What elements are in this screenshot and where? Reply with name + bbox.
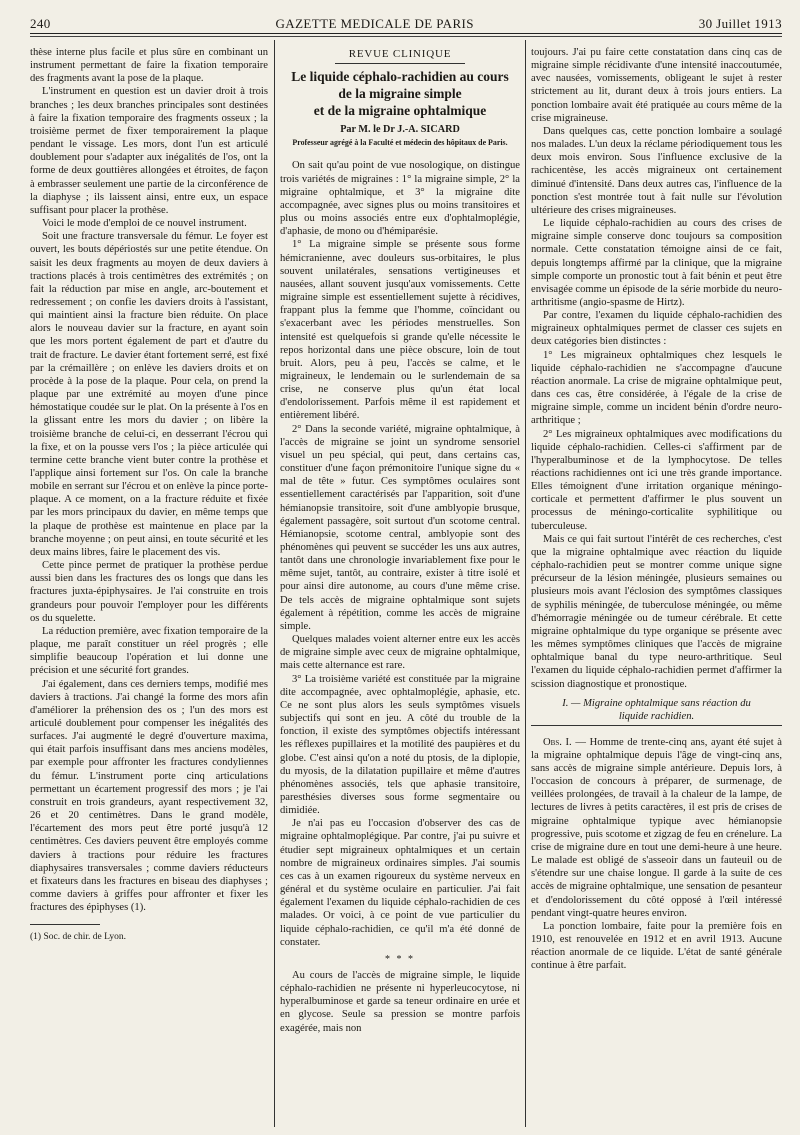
- observation-text: — Homme de trente-cinq ans, ayant été sujet à la migraine ophtalmique depuis l'âge de vingt-cinq ans, sans accès de migraine simple antérieure. Depuis lors, à l'occasion de concours à préparer, de surmenage, de veillées prolongées, de travail à la chaleur de la lampe, de lectures de livres à petits caractères, il est pris de crises de migraine ophtalmique typique avec hémianopsie progressive, puis scotome et zigzag de feu en crénelure. La crise de migraine dure en tout une demi-heure à une heure. Le malade est obligé de s'asseoir dans un fauteuil ou de s'étendre sur une chaise longue. Il garde à la suite de ces accès de migraine ophtalmique, une sensation de pesanteur et d'endolorissement du côté opposé à l'œil intéressé pendant vingt-quatre heures environ.: [531, 736, 782, 919]
- section-break-stars: * * *: [385, 953, 415, 965]
- header-rule: [30, 33, 782, 34]
- paragraph: 2° Dans la seconde variété, migraine ophtalmique, à l'accès de migraine se joint un syndrome sensoriel visuel un peu spécial, qui peut, dans certains cas, constituer d'une façon prémonitoire l'unique signe du « mal de tête » futur. Ces symptômes oculaires sont essentiellement caractérisés par l'apparition, soit d'une hémianopsie transitoire, soit d'une amblyopie brusque, également passagère, soit surtout d'un scotome central. Hémianopsie, scotome central, amblyopie sont des phénomènes qui peuvent se succéder les uns aux autres, tantôt dans une chronologie invariablement fixe pour le même sujet, tantôt, au contraire, exister à titre isolé et pour ainsi dire autonome, au cours d'une même crise. De tels accès de migraine ophtalmique sont sujets également à répétition, comme les accès de migraine simple.: [280, 423, 520, 632]
- author-affiliation: Professeur agrégé à la Faculté et médecin des hôpitaux de Paris.: [292, 138, 508, 148]
- paragraph: Le liquide céphalo-rachidien au cours des crises de migraine simple conserve donc toujours sa composition normale. Cette constatation témoigne ainsi de ce fait, depuis longtemps affirmé par la clinique, que la migraine simple comporte un pronostic tout à fait bénin et peut être envisagée comme un épisode de la série morbide du neuro-arthritisme (angio-spasme de Hirtz).: [531, 218, 782, 308]
- column-divider-2: [525, 40, 526, 1127]
- paragraph: 1° La migraine simple se présente sous forme hémicranienne, avec douleurs sus-orbitaires, le plus souvent unilatérales, sensations vertigineuses et nausées, allant souvent jusqu'aux vomissements. Cette migraine simple est essentiellement sujette à récidives, frappant plus la femme que l'homme, coïncidant ou s'exacerbant avec les périodes menstruelles. Son intensité est quelquefois si grande qu'elle nécessite le repos horizontal dans une pièce obscure, loin de tout bruit. Alors, peu à peu, l'accès se calme, et le migraineux, le lendemain ou le surlendemain de sa crise, ne conserve plus qu'un état local d'endolorissement. Parfois même il est rapidement et entièrement libéré.: [280, 239, 520, 422]
- paragraph: On sait qu'au point de vue nosologique, on distingue trois variétés de migraines : 1° la migraine simple, 2° la migraine ophtalmique, et 3° la migraine dite accompagnée, avec signes plus ou moins transitoires et plus ou moins associés entre eux d'ophtalmoplégie, d'aphasie, de mono ou d'hémiparésie.: [280, 160, 520, 238]
- paragraph: J'ai également, dans ces derniers temps, modifié mes daviers à tractions. J'ai changé la forme des mors afin d'améliorer la préhension des os ; l'un des mors est articulé doublement pour compenser les inégalités des surfaces. J'ai augmenté le degré d'ouverture maxima, qui était parfois insuffisant dans mes anciens modèles, par exemple pour affronter les fractures condyliennes du fémur. L'instrument porte cinq articulations permettant un écartement progressif des mors ; je l'ai construit en trois grandeurs, ayant respectivement 32, 26 et 20 centimètres. Dans le grand modèle, l'écartement des mors peut être porté jusqu'à 12 centimètres. Ces daviers peuvent être employés comme daviers à tractions pour réduire les fractures diaphysaires transversales ; comme daviers réducteurs et fixateurs dans les fractures en biseau des diaphyses ; comme daviers à griffes pour affronter et fixer les fractures des épiphyses (1).: [30, 678, 268, 914]
- paragraph: L'instrument en question est un davier droit à trois branches ; les deux branches principales sont destinées à faire la fixation temporaire des fragments osseux ; la troisième permet de fixer temporairement la plaque pendant le vissage. Les mors, dont l'un est articulé doublement pour s'adapter aux inégalités de l'os, ont la forme de deux gouttières allongées et étroites, de façon à embrasser seulement une partie de la circonférence de la diaphyse ; ils laissent ainsi, entre eux, un espace suffisant pour placer la prothèse.: [30, 86, 268, 216]
- paragraph: Cette pince permet de pratiquer la prothèse perdue aussi bien dans les fractures des os longs que dans les fractures juxta-épiphysaires. Je l'ai construite en trois grandeurs pour pouvoir l'employer pour les différents os du squelette.: [30, 560, 268, 624]
- journal-title: GAZETTE MEDICALE DE PARIS: [275, 16, 474, 31]
- paragraph: Mais ce qui fait surtout l'intérêt de ces recherches, c'est que la migraine ophtalmique avec réaction du liquide céphalo-rachidien peut se montrer comme unique signe précurseur de la lésion méningée, plusieurs semaines ou plusieurs mois avant l'éclosion des symptômes classiques de syphilis méningée, de tuberculose méningée, ou même d'hémorragie méningée ou de tumeur cérébrale. Et cette migraine ophtalmique du type organique se présente avec les mêmes symptômes cliniques que l'accès de migraine ophtalmique banal du type neuro-arthritique. Seul l'examen du liquide céphalo-rachidien permet d'affirmer la scission diagnostique et pronostique.: [531, 533, 782, 690]
- paragraph: Par contre, l'examen du liquide céphalo-rachidien des migraineux ophtalmiques permet de classer ces sujets en deux catégories bien distinctes :: [531, 310, 782, 348]
- page-number: 240: [30, 16, 51, 31]
- column-2: [280, 46, 520, 1127]
- section-label: REVUE CLINIQUE: [280, 48, 520, 64]
- paragraph: thèse interne plus facile et plus sûre en combinant un instrument permettant de faire la fixation temporaire des fragments avant la pose de la plaque.: [30, 47, 268, 85]
- paragraph: Voici le mode d'emploi de ce nouvel instrument.: [42, 218, 247, 230]
- issue-date: 30 Juillet 1913: [698, 16, 782, 31]
- paragraph: Soit une fracture transversale du fémur. Le foyer est ouvert, les bouts dépériostés sur une petite étendue. On saisit les deux fragments au moyen de deux daviers à tractions placés à trois centimètres des extrémités ; on fait la réduction par mise en angle, arc-boutement et redressement ; on confie les daviers droits à l'assistant, qui maintient ainsi la fracture bien réduite. On place alors le nouveau davier sur la fracture, en ayant soin que les mors portent également de part et d'autre du trait de fracture. Le davier étant fortement serré, est fixé par la crémaillère ; on enlève les daviers droits et on procède à la pose de la plaque. Pour cela, on prend la plaque par une extrémité au moyen d'une pince hémostatique coudée sur le plat. On la présente à l'os en la glissant entre les mors du davier ; on libère la troisième branche de celui-ci, en desserrant l'écrou qui la fixe, et on la pousse vers l'os ; la pièce articulée qui termine cette branche vient buter contre la prothèse et l'applique ainsi fortement sur l'os. On cale la branche mobile en serrant sur l'écrou et on enlève la pince porte-plaque. A ce moment, on a la fracture réduite et fixée par les mors principaux du davier, en même temps que la plaque de prothèse est maintenue en place par la branche moyenne ; on peut ainsi, en toute sécurité et les deux mains libres, faire le placement des vis.: [30, 231, 268, 558]
- paragraph: Au cours de l'accès de migraine simple, le liquide céphalo-rachidien ne présente ni hyperleucocytose, ni hyperalbuminose et garde sa teneur ordinaire en urée et en glycose. Seule sa pression se montre parfois exagérée, mais non: [280, 970, 520, 1034]
- paragraph: Je n'ai pas eu l'occasion d'observer des cas de migraine ophtalmoplégique. Par contre, j'ai pu suivre et étudier sept migraineux ophtalmiques et un certain nombre de migraineux ordinaires simples. J'ai soumis ces cas à un examen rigoureux du système nerveux en général et du système oculaire en particulier. J'ai fait également l'examen du liquide céphalo-rachidien de ces malades. Or voici, à ce point de vue particulier du liquide céphalo-rachidien, ce qu'il m'a été donné de constater.: [280, 818, 520, 948]
- paragraph: 1° Les migraineux ophtalmiques chez lesquels le liquide céphalo-rachidien ne s'accompagne d'aucune réaction anormale. La crise de migraine ophtalmique peut, dans ces cas, être considérée, à l'égale de la crise de migraine simple, comme un incident bénin d'ordre neuro-arthritique ;: [531, 349, 782, 427]
- article-author: Par M. le Dr J.-A. SICARD: [340, 124, 460, 136]
- footnote-rule: [30, 924, 100, 925]
- column-1: [30, 46, 268, 1127]
- paragraph: Quelques malades voient alterner entre eux les accès de migraine simple avec ceux de migraine ophtalmique, mais cette alternance est rare.: [280, 634, 520, 672]
- observation-paragraph: [531, 736, 782, 920]
- footnote: (1) Soc. de chir. de Lyon.: [30, 932, 127, 943]
- running-head: [30, 10, 782, 32]
- paragraph: toujours. J'ai pu faire cette constatation dans cinq cas de migraine simple récidivante d'une intensité inaccoutumée, avec nausées, vomissements, obligeant le sujet à rester strictement au lit, durant deux à trois jours entiers. La ponction lombaire avait été pratiquée au cours même de la crise migraineuse.: [531, 47, 782, 124]
- paragraph: 2° Les migraineux ophtalmiques avec modifications du liquide céphalo-rachidien. Celles-ci s'affirment par de l'hyperalbuminose et de la lymphocytose. De telles réactions rachidiennes ont ici une très grande importance. Elles témoignent d'une irritation organique méningo-corticale et permettent d'affirmer le plus souvent un processus de méningo-corticalite syphilitique ou tuberculeuse.: [531, 428, 782, 532]
- subsection-heading: I. — Migraine ophtalmique sans réaction du liquide rachidien.: [531, 697, 782, 726]
- paragraph: La réduction première, avec fixation temporaire de la plaque, me paraît constituer un réel progrès ; elle simplifie beaucoup l'opération et lui donne une précision et une sécurité fort grandes.: [30, 625, 268, 677]
- observation-label: Obs. I.: [543, 736, 572, 748]
- paragraph: 3° La troisième variété est constituée par la migraine dite accompagnée, avec ophtalmoplégie, aphasie, etc. Ce ne sont plus alors les seuls symptômes visuels subjectifs qui sont en jeu. A côté du trouble de la fonction, il existe des symptômes objectifs intéressant les réflexes pupillaires et la motilité des paupières et du globe. C'est ainsi qu'on a noté du ptosis, de la diplopie, du myosis, de la dilatation pupillaire et même d'autres phénomènes associés, tels que aphasie transitoire, paresthésies diverses sous forme segmentaire ou dimidiée.: [280, 673, 520, 817]
- column-divider-1: [274, 40, 275, 1127]
- paragraph: Dans quelques cas, cette ponction lombaire a soulagé nos malades. L'un deux la réclame périodiquement tous les deux mois environ. Sous l'influence exclusive de la rachicentèse, les accès migraineux ont certainement diminué d'intensité. Dans deux autres cas, l'influence de la ponction s'est montrée tout à fait nulle sur l'évolution ultérieure des crises migraineuses.: [531, 125, 782, 216]
- column-3: [531, 46, 782, 1127]
- article-title: Le liquide céphalo-rachidien au cours de la migraine simple et de la migraine ophtalmique: [291, 69, 509, 119]
- header-rule-thin: [30, 36, 782, 37]
- paragraph: La ponction lombaire, faite pour la première fois en 1910, est renouvelée en 1912 et en avril 1913. Aucune réaction anormale de ce liquide. L'état de santé générale continue à être parfait.: [531, 920, 782, 972]
